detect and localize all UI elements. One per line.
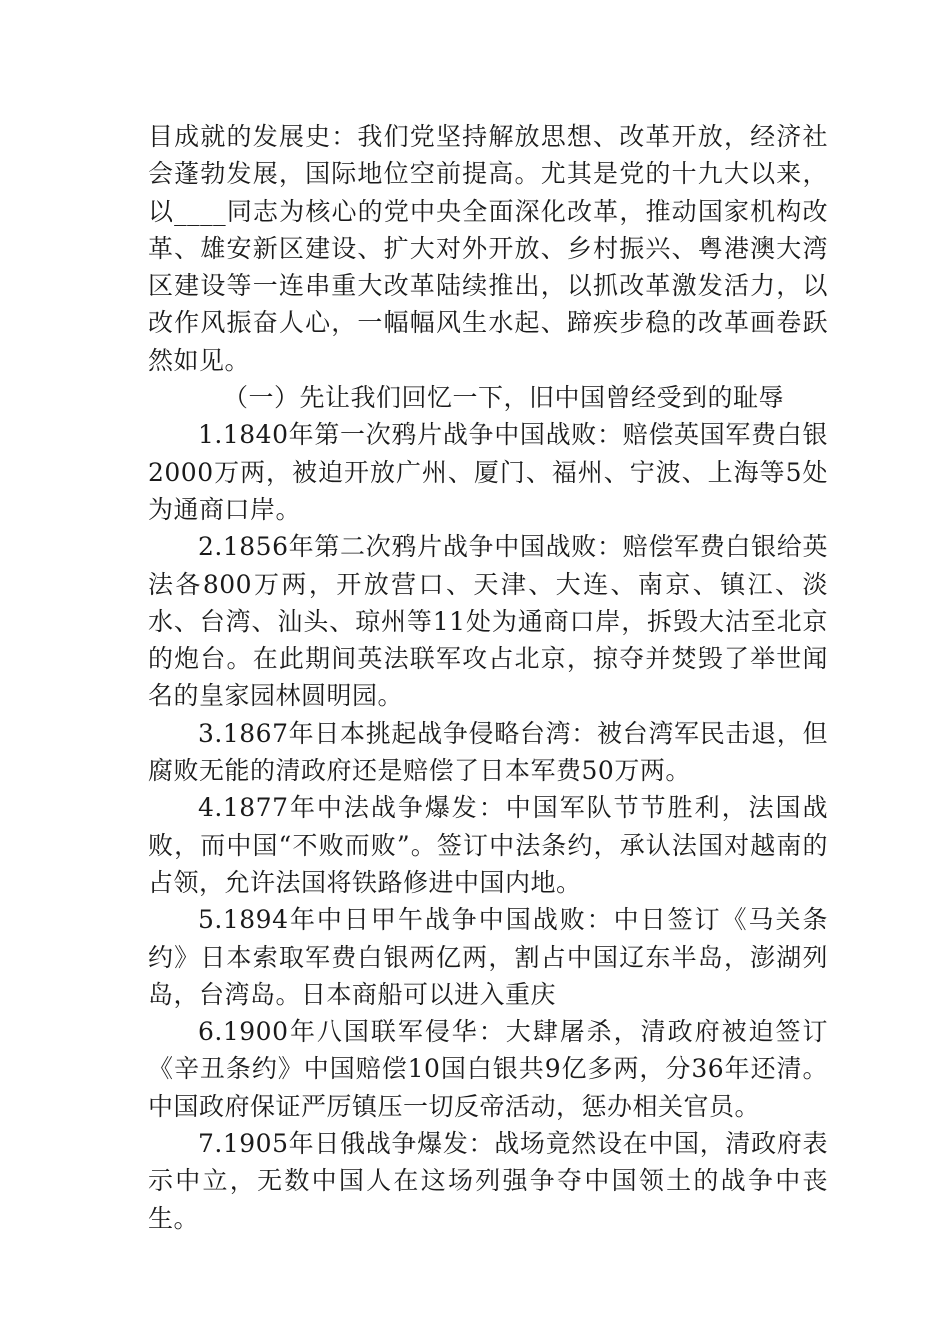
list-item-1867: 3.1867年日本挑起战争侵略台湾：被台湾军民击退，但腐败无能的清政府还是赔偿了日本军费50万两。 [148,718,828,786]
list-item-1856: 2.1856年第二次鸦片战争中国战败：赔偿军费白银给英法各800万两，开放营口、天津、大连、南京、镇江、淡水、台湾、汕头、琼州等11处为通商口岸，拆毁大沽至北京的炮台。在此期间英法联军攻占北京，掠夺并焚毁了举世闻名的皇家园林圆明园。 [148,532,828,711]
list-item-1877: 4.1877年中法战争爆发：中国军队节节胜利，法国战败，而中国“不败而败”。签订中法条约，承认法国对越南的占领，允许法国将铁路修进中国内地。 [148,793,828,897]
body-paragraph: 目成就的发展史：我们党坚持解放思想、改革开放，经济社会蓬勃发展，国际地位空前提高。尤其是党的十九大以来，以____同志为核心的党中央全面深化改革，推动国家机构改革、雄安新区建设、扩大对外开放、乡村振兴、粤港澳大湾区建设等一连串重大改革陆续推出，以抓改革激发活力，以改作风振奋人心，一幅幅风生水起、蹄疾步稳的改革画卷跃然如见。 [148,122,828,375]
list-item-1840: 1.1840年第一次鸦片战争中国战败：赔偿英国军费白银2000万两，被迫开放广州、厦门、福州、宁波、上海等5处为通商口岸。 [148,420,828,524]
list-item-1894: 5.1894年中日甲午战争中国战败：中日签订《马关条约》日本索取军费白银两亿两，割占中国辽东半岛，澎湖列岛，台湾岛。日本商船可以进入重庆 [148,905,828,1009]
list-item-1900: 6.1900年八国联军侵华：大肆屠杀，清政府被迫签订《辛丑条约》中国赔偿10国白银共9亿多两，分36年还清。中国政府保证严厉镇压一切反帝活动，惩办相关官员。 [148,1017,828,1121]
document-body [148,118,828,1237]
list-item-1905: 7.1905年日俄战争爆发：战场竟然设在中国，清政府表示中立，无数中国人在这场列强争夺中国领土的战争中丧生。 [148,1129,828,1233]
section-heading: （一）先让我们回忆一下，旧中国曾经受到的耻辱 [223,383,785,413]
